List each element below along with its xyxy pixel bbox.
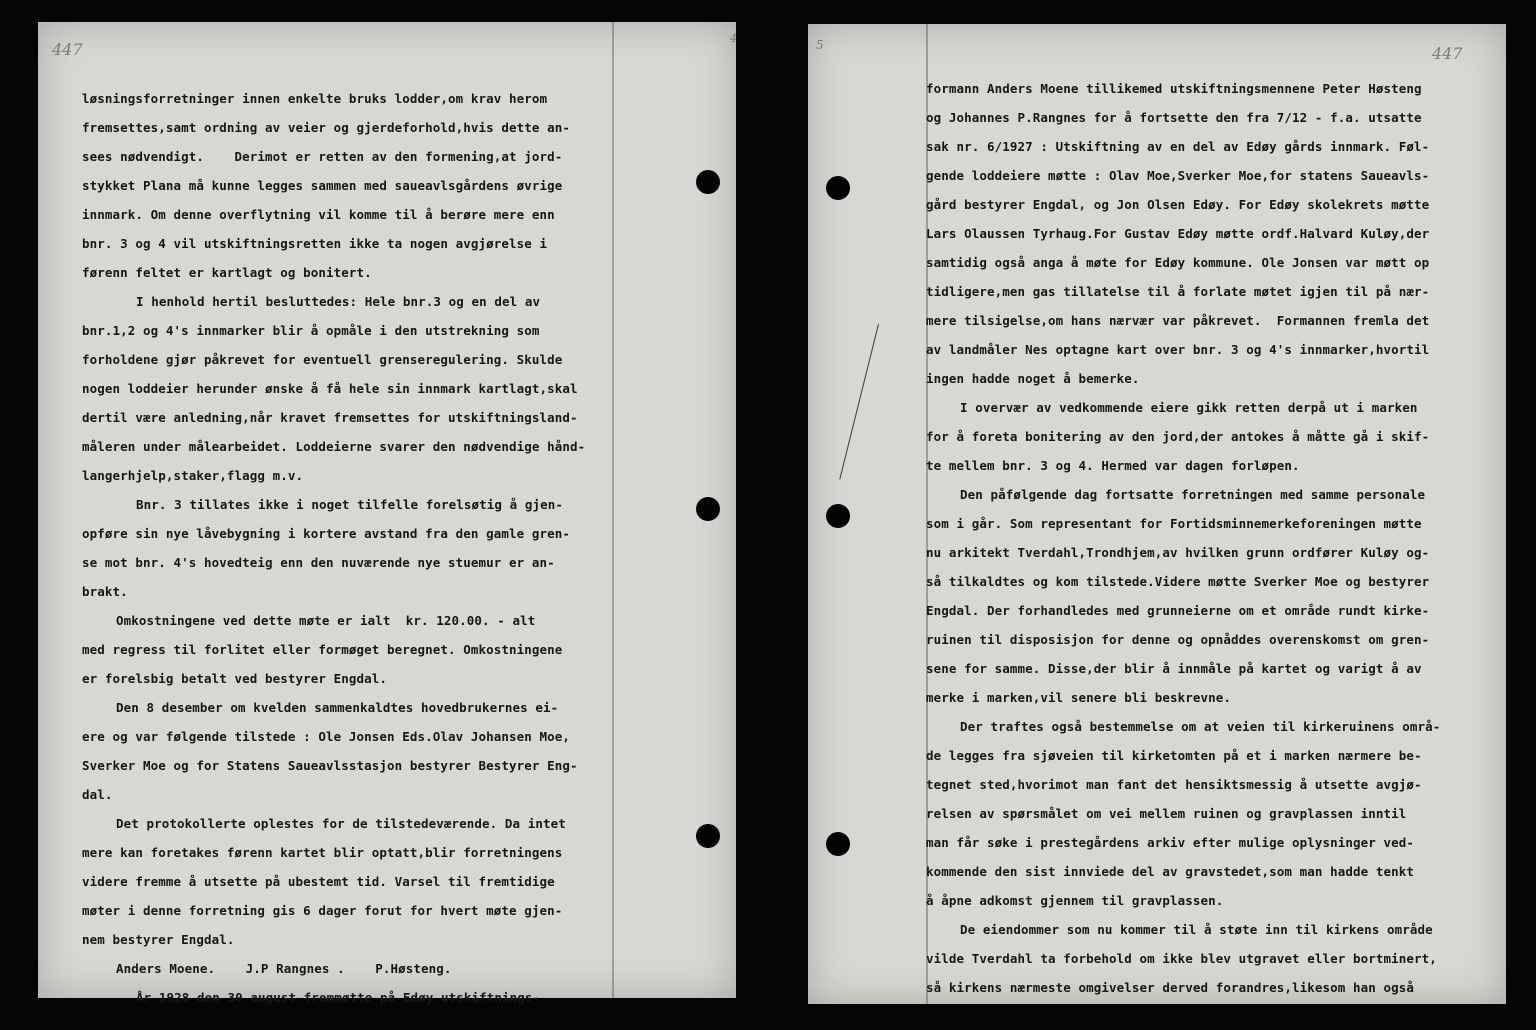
text-line: mere tilsigelse,om hans nærvær var påkrevet. Formannen fremla det [926, 313, 1430, 328]
text-line: Den 8 desember om kvelden sammenkaldtes hovedbrukernes ei- [116, 700, 559, 715]
corner-mark: 4 [730, 32, 737, 45]
text-line: man får søke i prestegårdens arkiv efter mulige oplysninger ved- [926, 835, 1415, 850]
corner-mark: 5 [816, 38, 824, 52]
binder-hole [826, 176, 850, 200]
text-line: gende loddeiere møtte : Olav Moe,Sverker Moe,for statens Saueavls- [926, 168, 1430, 183]
text-line: vilde Tverdahl ta forbehold om ikke blev utgravet eller bortminert, [926, 951, 1437, 966]
text-line: Omkostningene ved dette møte er ialt kr. 120.00. - alt [116, 613, 536, 628]
text-line: innmark. Om denne overflytning vil komme til å berøre mere enn [82, 207, 555, 222]
text-line: tegnet sted,hvorimot man fant det hensiktsmessig å utsette avgjø- [926, 777, 1422, 792]
typed-text-block [82, 84, 682, 1012]
text-line: dal. [82, 787, 113, 802]
text-line: ere og var følgende tilstede : Ole Jonsen Eds.Olav Johansen Moe, [82, 729, 571, 744]
text-line: nem bestyrer Engdal. [82, 932, 235, 947]
text-line: å åpne adkomst gjennem til gravplassen. [926, 893, 1224, 908]
text-line: mere kan foretakes førenn kartet blir optatt,blir forretningens [82, 845, 563, 860]
text-line: kommende den sist innviede del av gravstedet,som man hadde tenkt [926, 864, 1415, 879]
binder-hole [826, 504, 850, 528]
text-line: fremsettes,samt ordning av veier og gjerdeforhold,hvis dette an- [82, 120, 571, 135]
text-line: dertil være anledning,når kravet fremsettes for utskiftningsland- [82, 410, 578, 425]
text-line: bnr.1,2 og 4's innmarker blir å opmåle i den utstrekning som [82, 323, 540, 338]
page-number-handwritten: 447 [1432, 44, 1463, 63]
page-number-handwritten: 447 [52, 40, 83, 59]
text-line: langerhjelp,staker,flagg m.v. [82, 468, 304, 483]
text-line: er forelsbig betalt ved bestyrer Engdal. [82, 671, 388, 686]
text-line: forholdene gjør påkrevet for eventuell grenseregulering. Skulde [82, 352, 563, 367]
text-line: ruinen til disposisjon for denne og opnåddes overenskomst om gren- [926, 632, 1430, 647]
text-line: nogen loddeier herunder ønske å få hele sin innmark kartlagt,skal [82, 381, 578, 396]
text-line: og Johannes P.Rangnes for å fortsette den fra 7/12 - f.a. utsatte [926, 110, 1422, 125]
text-line: så kirkens nærmeste omgivelser derved forandres,likesom han også [926, 980, 1415, 995]
text-line: sak nr. 6/1927 : Utskiftning av en del av Edøy gårds innmark. Føl- [926, 139, 1430, 154]
signature-line: Anders Moene. J.P Rangnes . P.Høsteng. [116, 961, 452, 976]
text-line: brakt. [82, 584, 128, 599]
margin-pencil-stroke [839, 324, 879, 479]
text-line: I henhold hertil besluttedes: Hele bnr.3 og en del av [136, 294, 541, 309]
text-line: ingen hadde noget å bemerke. [926, 371, 1140, 386]
text-line: De eiendommer som nu kommer til å støte inn til kirkens område [960, 922, 1433, 937]
text-line: så tilkaldtes og kom tilstede.Videre møtte Sverker Moe og bestyrer [926, 574, 1430, 589]
text-line: Den påfølgende dag fortsatte forretningen med samme personale [960, 487, 1426, 502]
text-line: gård bestyrer Engdal, og Jon Olsen Edøy. For Edøy skolekrets møtte [926, 197, 1430, 212]
binder-hole [696, 497, 720, 521]
text-line: de legges fra sjøveien til kirketomten på et i marken nærmere be- [926, 748, 1422, 763]
text-line: som i går. Som representant for Fortidsminnemerkeforeningen møtte [926, 516, 1422, 531]
text-line: Bnr. 3 tillates ikke i noget tilfelle forelsøtig å gjen- [136, 497, 564, 512]
right-page [808, 24, 1506, 1004]
binder-hole [826, 832, 850, 856]
text-line: sees nødvendigt. Derimot er retten av den formening,at jord- [82, 149, 563, 164]
text-line: stykket Plana må kunne legges sammen med saueavlsgårdens øvrige [82, 178, 563, 193]
text-line: for å foreta bonitering av den jord,der antokes å måtte gå i skif- [926, 429, 1430, 444]
text-line: av landmåler Nes optagne kart over bnr. 3 og 4's innmarker,hvortil [926, 342, 1430, 357]
binder-hole [696, 824, 720, 848]
text-line: løsningsforretninger innen enkelte bruks lodder,om krav herom [82, 91, 548, 106]
text-line: I overvær av vedkommende eiere gikk retten derpå ut i marken [960, 400, 1418, 415]
text-line: bnr. 3 og 4 vil utskiftningsretten ikke ta nogen avgjørelse i [82, 236, 548, 251]
text-line: møter i denne forretning gis 6 dager forut for hvert møte gjen- [82, 903, 563, 918]
text-line: te mellem bnr. 3 og 4. Hermed var dagen forløpen. [926, 458, 1300, 473]
text-line: nu arkitekt Tverdahl,Trondhjem,av hvilken grunn ordfører Kuløy og- [926, 545, 1430, 560]
text-line: År 1928 den 30 august fremmøtte på Edøy utskiftnings- [136, 990, 541, 1005]
text-line: opføre sin nye låvebygning i kortere avstand fra den gamle gren- [82, 526, 571, 541]
text-line: relsen av spørsmålet om vei mellem ruinen og gravplassen inntil [926, 806, 1407, 821]
text-line: førenn feltet er kartlagt og bonitert. [82, 265, 372, 280]
text-line: med regress til forlitet eller formøget beregnet. Omkostningene [82, 642, 563, 657]
text-line: måleren under målearbeidet. Loddeierne svarer den nødvendige hånd- [82, 439, 586, 454]
text-line: se mot bnr. 4's hovedteig enn den nuværende nye stuemur er an- [82, 555, 555, 570]
text-line: Det protokollerte oplestes for de tilstedeværende. Da intet [116, 816, 566, 831]
text-line: Der traftes også bestemmelse om at veien til kirkeruinens områ- [960, 719, 1441, 734]
left-page [38, 22, 737, 1005]
text-line: videre fremme å utsette på ubestemt tid. Varsel til fremtidige [82, 874, 555, 889]
text-line: merke i marken,vil senere bli beskrevne. [926, 690, 1232, 705]
text-line: samtidig også anga å møte for Edøy kommune. Ole Jonsen var møtt op [926, 255, 1430, 270]
text-line: sene for samme. Disse,der blir å innmåle på kartet og varigt å av [926, 661, 1422, 676]
text-line: formann Anders Moene tillikemed utskiftningsmennene Peter Høsteng [926, 81, 1422, 96]
text-line: Sverker Moe og for Statens Saueavlsstasjon bestyrer Bestyrer Eng- [82, 758, 578, 773]
binder-hole [696, 170, 720, 194]
text-line: tidligere,men gas tillatelse til å forlate møtet igjen til på nær- [926, 284, 1430, 299]
typed-text-block [926, 74, 1492, 1002]
text-line: Lars Olaussen Tyrhaug.For Gustav Edøy møtte ordf.Halvard Kuløy,der [926, 226, 1430, 241]
text-line: Engdal. Der forhandledes med grunneierne om et område rundt kirke- [926, 603, 1430, 618]
